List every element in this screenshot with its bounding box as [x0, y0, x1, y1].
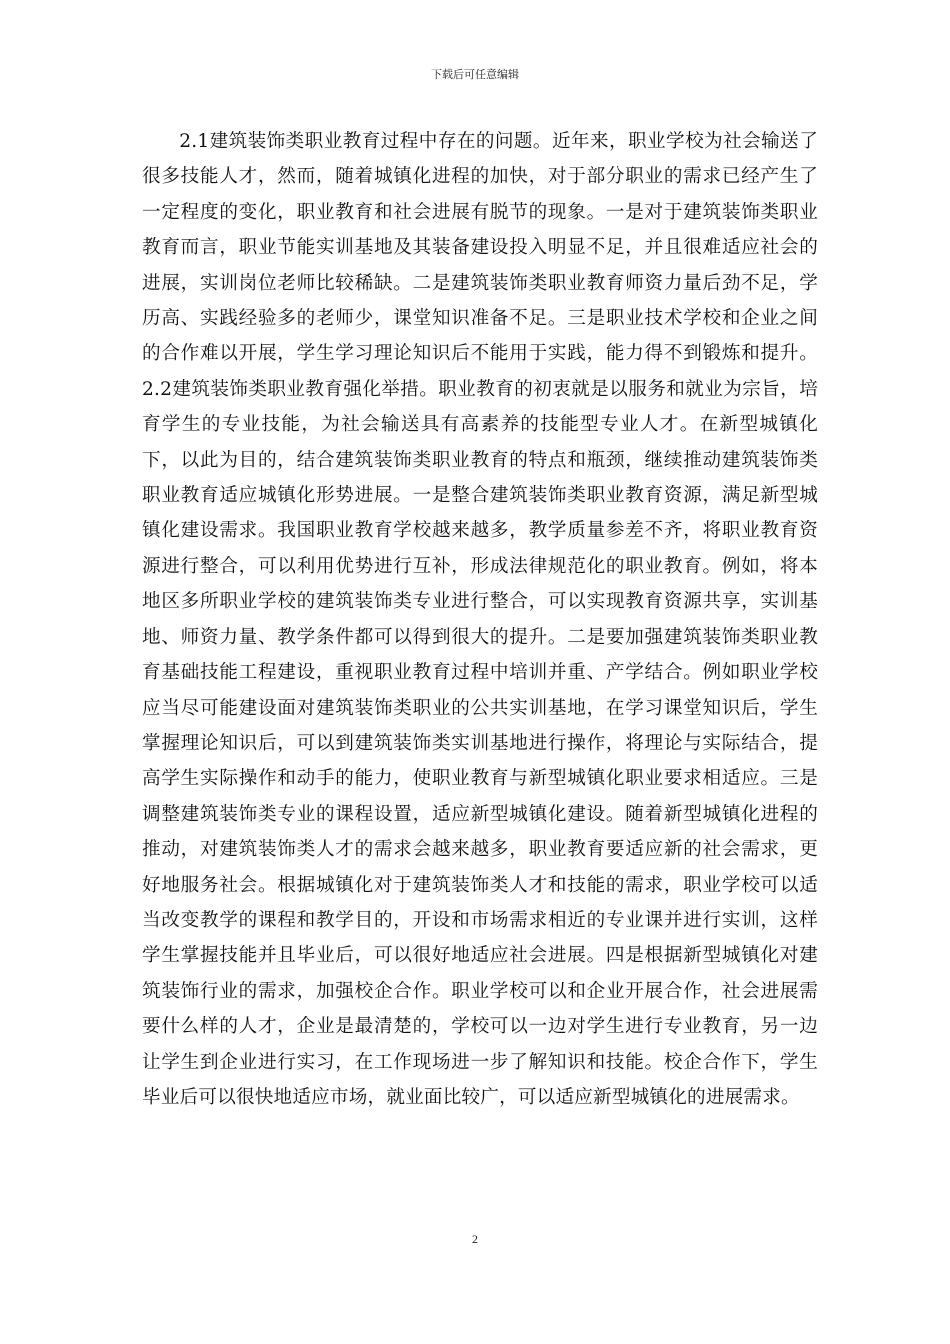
- page-header: 下载后可任意编辑: [431, 68, 519, 81]
- body-paragraph: 2.1建筑装饰类职业教育过程中存在的问题。近年来，职业学校为社会输送了很多技能人才，然而，随着城镇化进程的加快，对于部分职业的需求已经产生了一定程度的变化，职业教育和社会进展有脱节的现象。一是对于建筑装饰类职业教育而言，职业节能实训基地及其装备建设投入明显不足，并且很难适应社会的进展，实训岗位老师比较稀缺。二是建筑装饰类职业教育师资力量后劲不足，学历高、实践经验多的老师少，课堂知识准备不足。三是职业技术学校和企业之间的合作难以开展，学生学习理论知识后不能用于实践，能力得不到锻炼和提升。2.2建筑装饰类职业教育强化举措。职业教育的初衷就是以服务和就业为宗旨，培育学生的专业技能，为社会输送具有高素养的技能型专业人才。在新型城镇化下，以此为目的，结合建筑装饰类职业教育的特点和瓶颈，继续推动建筑装饰类职业教育适应城镇化形势进展。一是整合建筑装饰类职业教育资源，满足新型城镇化建设需求。我国职业教育学校越来越多，教学质量参差不齐，将职业教育资源进行整合，可以利用优势进行互补，形成法律规范化的职业教育。例如，将本地区多所职业学校的建筑装饰类专业进行整合，可以实现教育资源共享，实训基地、师资力量、教学条件都可以得到很大的提升。二是要加强建筑装饰类职业教育基础技能工程建设，重视职业教育过程中培训并重、产学结合。例如职业学校应当尽可能建设面对建筑装饰类职业的公共实训基地，在学习课堂知识后，学生掌握理论知识后，可以到建筑装饰类实训基地进行操作，将理论与实际结合，提高学生实际操作和动手的能力，使职业教育与新型城镇化职业要求相适应。三是调整建筑装饰类专业的课程设置，适应新型城镇化建设。随着新型城镇化进程的推动，对建筑装饰类人才的需求会越来越多，职业教育要适应新的社会需求，更好地服务社会。根据城镇化对于建筑装饰类人才和技能的需求，职业学校可以适当改变教学的课程和教学目的，开设和市场需求相近的专业课并进行实训，这样学生掌握技能并且毕业后，可以很好地适应社会进展。四是根据新型城镇化对建筑装饰行业的需求，加强校企合作。职业学校可以和企业开展合作，社会进展需要什么样的人才，企业是最清楚的，学校可以一边对学生进行专业教育，另一边让学生到企业进行实习，在工作现场进一步了解知识和技能。校企合作下，学生毕业后可以很快地适应市场，就业面比较广，可以适应新型城镇化的进展需求。: [142, 131, 818, 1108]
- page-number: 2: [472, 1232, 478, 1246]
